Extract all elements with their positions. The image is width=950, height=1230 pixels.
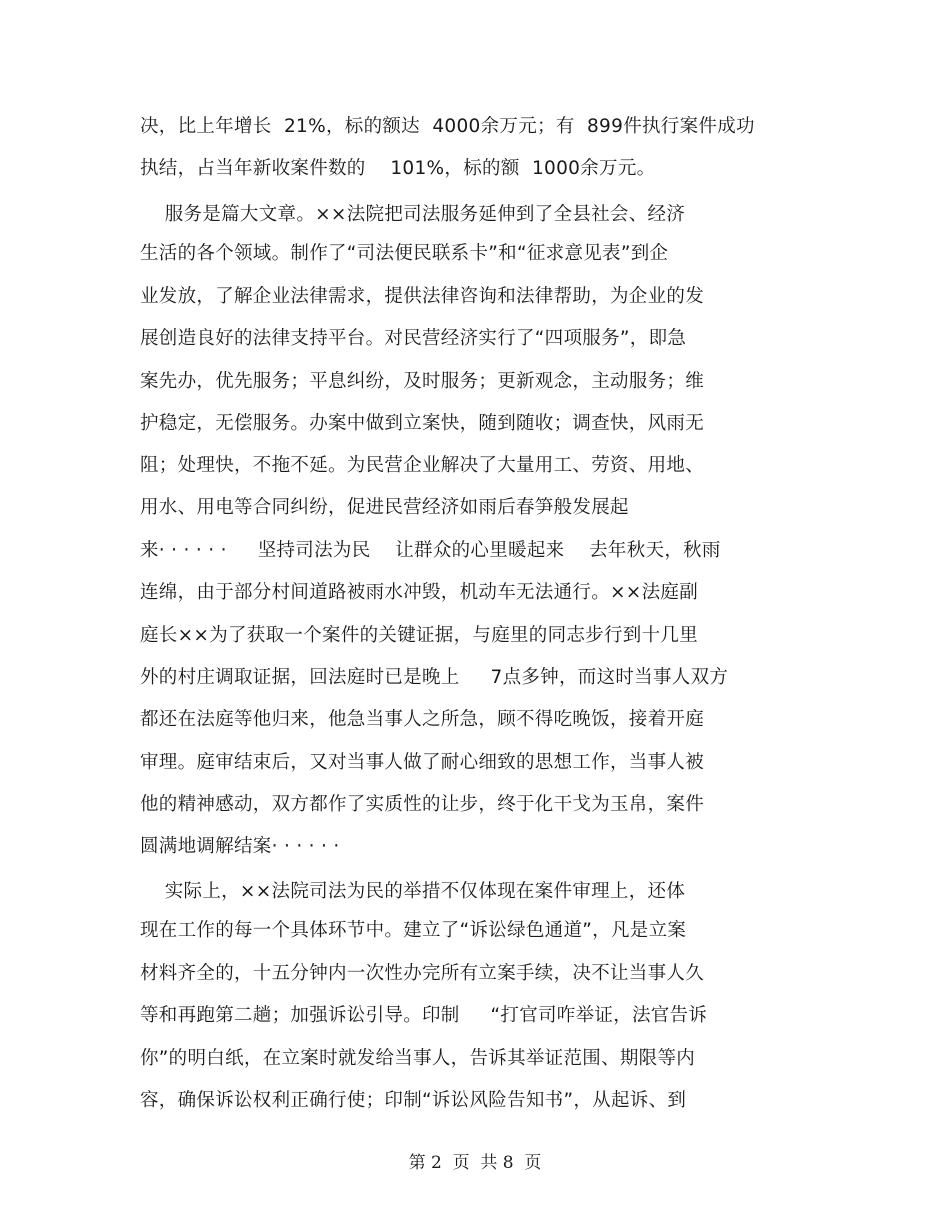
text-line: 服务是篇大文章。××法院把司法服务延伸到了全县社会、经济 [140, 204, 686, 225]
text-line: 用水、用电等合同纠纷，促进民营经济如雨后春笋般发展起 [140, 497, 629, 518]
text-line: 护稳定，无偿服务。办案中做到立案快，随到随收；调查快，风雨无 [140, 413, 705, 434]
text-line: 等和再跑第二趟；加强诉讼引导。印制 “打官司咋举证，法官告诉 [140, 1005, 708, 1026]
text-line: 来· · · · · · 坚持司法为民 让群众的心里暖起来 去年秋天，秋雨 [140, 540, 721, 561]
text-line: 生活的各个领域。制作了“司法便民联系卡”和“征求意见表”到企 [140, 243, 669, 264]
text-line: 案先办，优先服务；平息纠纷，及时服务；更新观念，主动服务；维 [140, 371, 705, 392]
text-line: 审理。庭审结束后，又对当事人做了耐心细致的思想工作，当事人被 [140, 752, 705, 773]
text-line: 连绵，由于部分村间道路被雨水冲毁，机动车无法通行。××法庭副 [140, 582, 699, 603]
text-line: 圆满地调解结案· · · · · · [140, 836, 340, 857]
text-line: 容，确保诉讼权利正确行使；印制“诉讼风险告知书”，从起诉、到 [140, 1090, 687, 1111]
text-line: 实际上，××法院司法为民的举措不仅体现在案件审理上，还体 [140, 881, 686, 902]
page-number-footer: 第 2 页 共 8 页 [408, 1153, 542, 1173]
text-line: 他的精神感动，双方都作了实质性的让步，终于化干戈为玉帛，案件 [140, 794, 705, 815]
text-line: 决，比上年增长 21%，标的额达 4000余万元；有 899件执行案件成功 [140, 116, 755, 137]
text-line: 材料齐全的，十五分钟内一次性办完所有立案手续，决不让当事人久 [140, 963, 705, 984]
text-line: 都还在法庭等他归来，他急当事人之所急，顾不得吃晚饭，接着开庭 [140, 709, 705, 730]
text-line: 执结，占当年新收案件数的 101%，标的额 1000余万元。 [140, 158, 656, 179]
text-line: 庭长××为了获取一个案件的关键证据，与庭里的同志步行到十几里 [140, 625, 699, 646]
text-line: 阻；处理快，不拖不延。为民营企业解决了大量用工、劳资、用地、 [140, 455, 705, 476]
text-line: 现在工作的每一个具体环节中。建立了“诉讼绿色通道”，凡是立案 [140, 920, 687, 941]
text-line: 外的村庄调取证据，回法庭时已是晚上 7点多钟，而这时当事人双方 [140, 667, 729, 688]
text-line: 业发放，了解企业法律需求，提供法律咨询和法律帮助，为企业的发 [140, 286, 705, 307]
text-line: 展创造良好的法律支持平台。对民营经济实行了“四项服务”，即急 [140, 328, 687, 349]
text-line: 你”的明白纸，在立案时就发给当事人，告诉其举证范围、期限等内 [140, 1048, 696, 1069]
